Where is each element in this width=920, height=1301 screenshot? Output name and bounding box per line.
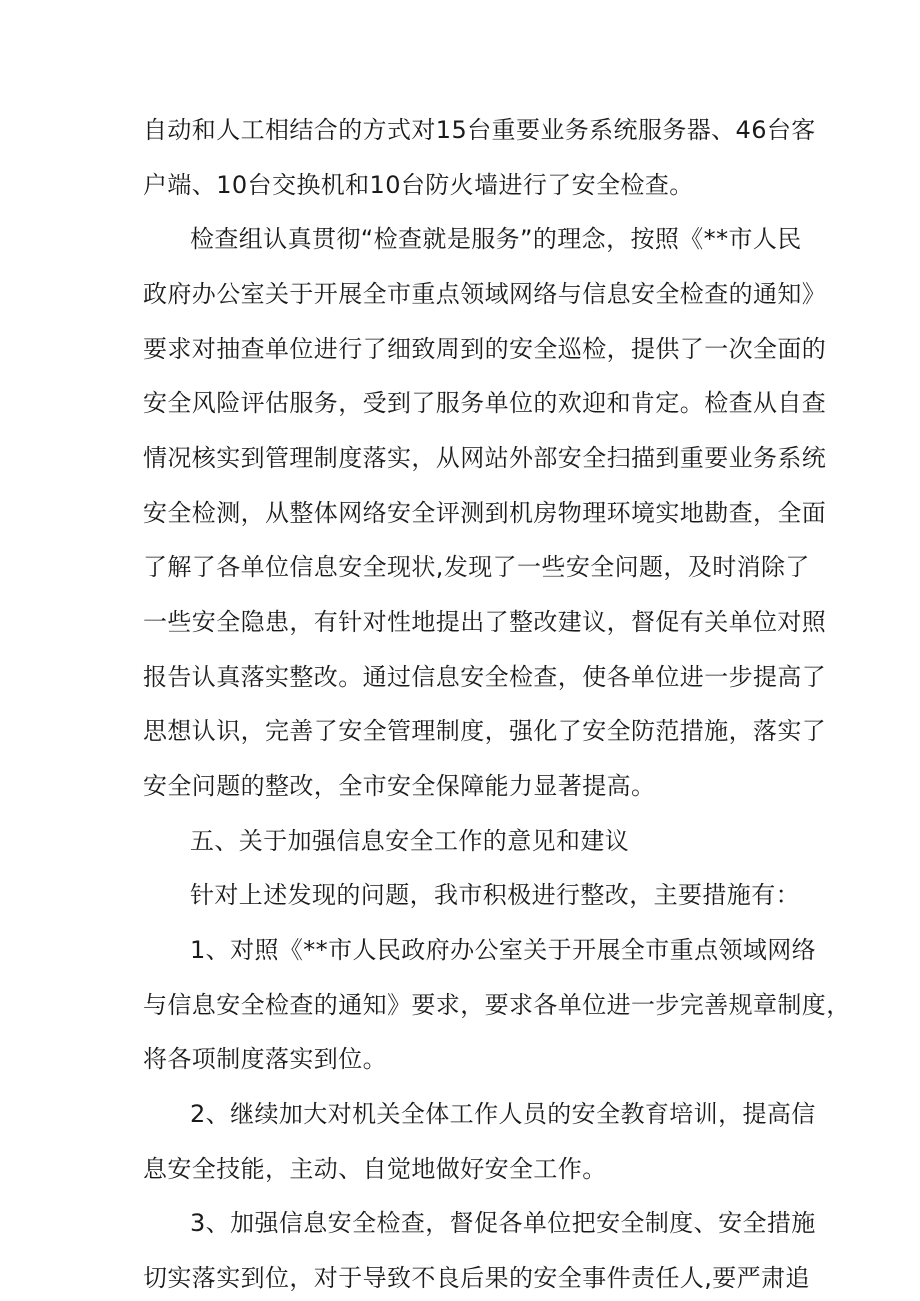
list-item-line: 切实落实到位，对于导致不良后果的安全事件责任人,要严肃追	[143, 1264, 810, 1292]
paragraph-line: 报告认真落实整改。通过信息安全检查，使各单位进一步提高了	[143, 663, 827, 691]
paragraph-line: 思想认识，完善了安全管理制度，强化了安全防范措施，落实了	[143, 717, 827, 745]
list-item-line: 将各项制度落实到位。	[143, 1045, 387, 1073]
list-item-line: 2、继续加大对机关全体工作人员的安全教育培训，提高信	[190, 1100, 816, 1128]
list-item-line: 1、对照《**市人民政府办公室关于开展全市重点领域网络	[190, 936, 817, 964]
list-item-line: 与信息安全检查的通知》要求，要求各单位进一步完善规章制度，	[143, 991, 851, 1019]
list-item-line: 息安全技能，主动、自觉地做好安全工作。	[143, 1155, 607, 1183]
paragraph-line: 针对上述发现的问题，我市积极进行整改，主要措施有：	[190, 881, 800, 909]
paragraph-line: 一些安全隐患，有针对性地提出了整改建议，督促有关单位对照	[143, 608, 827, 636]
paragraph-line: 情况核实到管理制度落实，从网站外部安全扫描到重要业务系统	[143, 444, 827, 472]
paragraph-line: 户端、10台交换机和10台防火墙进行了安全检查。	[143, 171, 694, 199]
section-heading: 五、关于加强信息安全工作的意见和建议	[190, 827, 630, 855]
paragraph-line: 安全风险评估服务，受到了服务单位的欢迎和肯定。检查从自查	[143, 389, 827, 417]
list-item-line: 3、加强信息安全检查，督促各单位把安全制度、安全措施	[190, 1209, 816, 1237]
paragraph-line: 检查组认真贯彻“检查就是服务”的理念，按照《**市人民	[190, 225, 802, 253]
paragraph-line: 政府办公室关于开展全市重点领域网络与信息安全检查的通知》	[143, 280, 827, 308]
paragraph-line: 了解了各单位信息安全现状,发现了一些安全问题，及时消除了	[143, 553, 810, 581]
paragraph-line: 自动和人工相结合的方式对15台重要业务系统服务器、46台客	[143, 116, 816, 144]
paragraph-line: 安全检测，从整体网络安全评测到机房物理环境实地勘查，全面	[143, 499, 827, 527]
paragraph-line: 要求对抽查单位进行了细致周到的安全巡检，提供了一次全面的	[143, 335, 827, 363]
paragraph-line: 安全问题的整改，全市安全保障能力显著提高。	[143, 772, 656, 800]
